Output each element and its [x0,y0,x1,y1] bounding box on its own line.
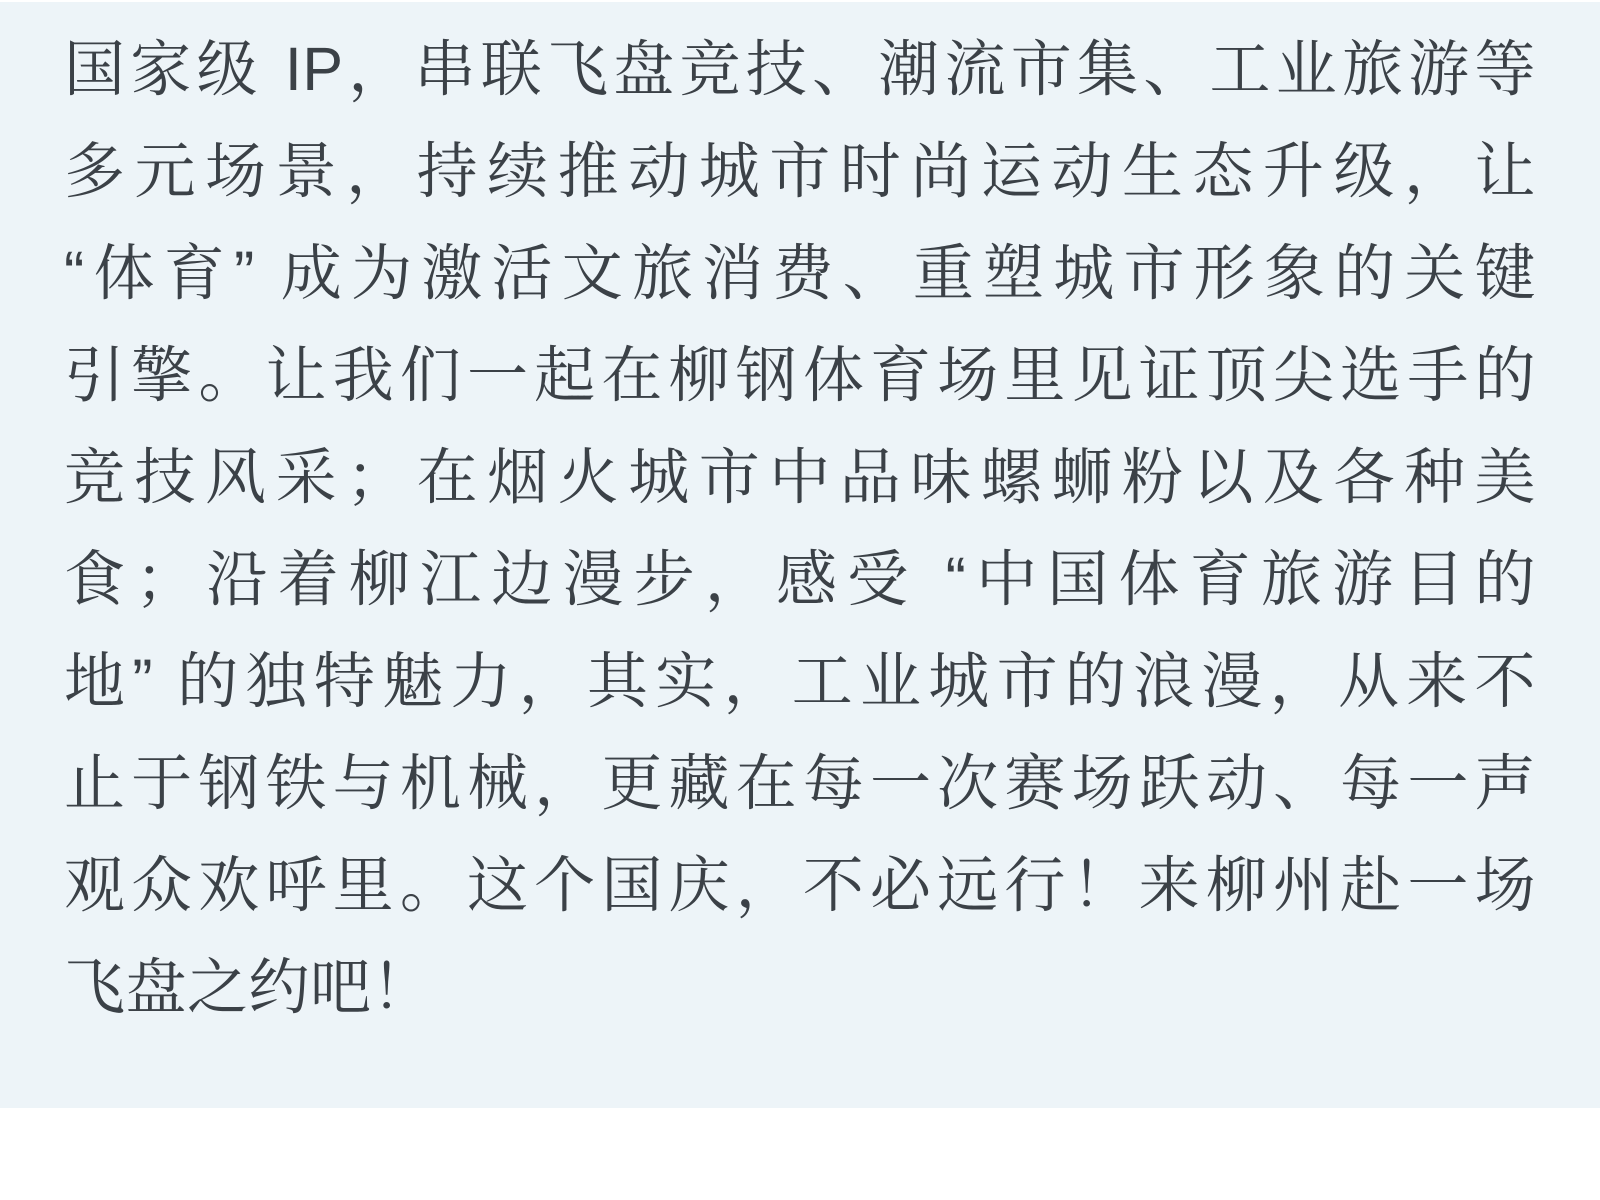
text-line-9: 观众欢呼里。这个国庆，不必远行！来柳州赴一场 [64,851,1536,919]
article-text [64,18,1536,1038]
text-line-2: 多元场景，持续推动城市时尚运动生态升级，让 [64,137,1536,205]
text-line-4: 引擎。让我们一起在柳钢体育场里见证顶尖选手的 [64,341,1536,409]
text-line-5: 竞技风采；在烟火城市中品味螺蛳粉以及各种美 [64,443,1536,511]
text-line-8: 止于钢铁与机械，更藏在每一次赛场跃动、每一声 [64,749,1536,817]
bottom-whitespace [0,1108,1600,1200]
text-line-7: 地” 的独特魅力，其实，工业城市的浪漫，从来不 [64,647,1536,715]
text-line-3: “体育” 成为激活文旅消费、重塑城市形象的关键 [64,239,1536,307]
text-line-10: 飞盘之约吧！ [64,953,434,1021]
text-line-1: 国家级 IP，串联飞盘竞技、潮流市集、工业旅游等 [64,35,1536,103]
text-line-6: 食；沿着柳江边漫步，感受 “中国体育旅游目的 [64,545,1536,613]
article-panel [0,2,1600,1108]
